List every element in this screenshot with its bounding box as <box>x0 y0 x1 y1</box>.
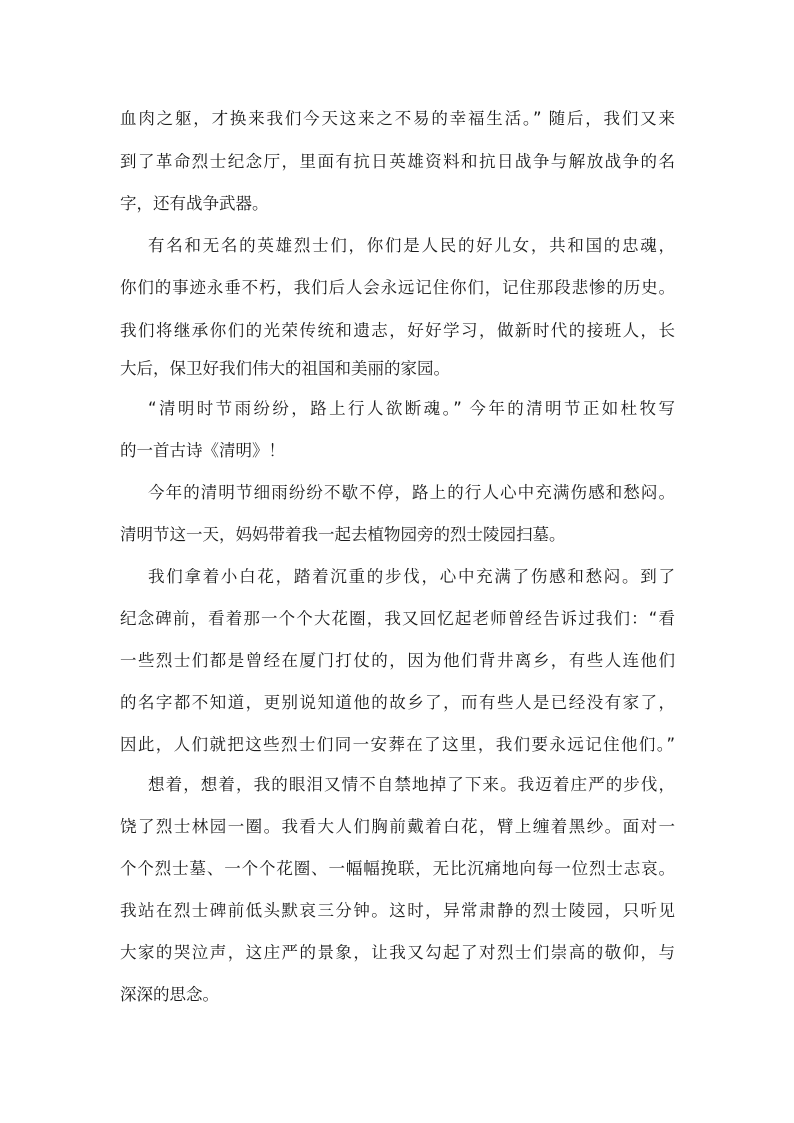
text-line: 想着，想着，我的眼泪又情不自禁地掉了下来。我迈着庄严的步伐， <box>148 775 675 794</box>
text-line: 血肉之躯，才换来我们今天这来之不易的幸福生活。” 随后，我们又来 <box>120 109 675 128</box>
text-line: 饶了烈士林园一圈。我看大人们胸前戴着白花，臂上缠着黑纱。面对一 <box>120 817 675 836</box>
text-line: 的名字都不知道，更别说知道他的故乡了，而有些人是已经没有家了， <box>120 693 675 712</box>
text-line: 我们将继承你们的光荣传统和遗志，好好学习，做新时代的接班人，长 <box>120 321 675 340</box>
text-line: 到了革命烈士纪念厅，里面有抗日英雄资料和抗日战争与解放战争的名 <box>120 152 675 171</box>
text-line: 大后，保卫好我们伟大的祖国和美丽的家园。 <box>120 359 450 378</box>
text-line: 因此，人们就把这些烈士们同一安葬在了这里，我们要永远记住他们。” <box>120 735 675 754</box>
text-line: 字，还有战争武器。 <box>120 194 269 213</box>
text-line: 今年的清明节细雨纷纷不歇不停，路上的行人心中充满伤感和愁闷。 <box>148 483 675 502</box>
text-line: 个个烈士墓、一个个花圈、一幅幅挽联，无比沉痛地向每一位烈士志哀。 <box>120 859 675 878</box>
text-line: 一些烈士们都是曾经在厦门打仗的，因为他们背井离乡，有些人连他们 <box>120 651 675 670</box>
text-line: 有名和无名的英雄烈士们，你们是人民的好儿女，共和国的忠魂， <box>148 236 675 255</box>
text-line: 我站在烈士碑前低头默哀三分钟。这时，异常肃静的烈士陵园，只听见 <box>120 901 675 920</box>
text-line: 大家的哭泣声，这庄严的景象，让我又勾起了对烈士们崇高的敬仰，与 <box>120 943 675 962</box>
text-line: 纪念碑前，看着那一个个大花圈，我又回忆起老师曾经告诉过我们：“看 <box>120 609 675 628</box>
text-line: 你们的事迹永垂不朽，我们后人会永远记住你们，记住那段悲惨的历史。 <box>120 278 675 297</box>
text-line: 深深的思念。 <box>120 985 219 1004</box>
text-line: 的一首古诗《清明》！ <box>120 441 285 460</box>
text-line: “清明时节雨纷纷，路上行人欲断魂。” 今年的清明节正如杜牧写 <box>148 399 675 418</box>
text-line: 我们拿着小白花，踏着沉重的步伐，心中充满了伤感和愁闷。到了 <box>148 567 675 586</box>
text-line: 清明节这一天，妈妈带着我一起去植物园旁的烈士陵园扫墓。 <box>120 525 566 544</box>
